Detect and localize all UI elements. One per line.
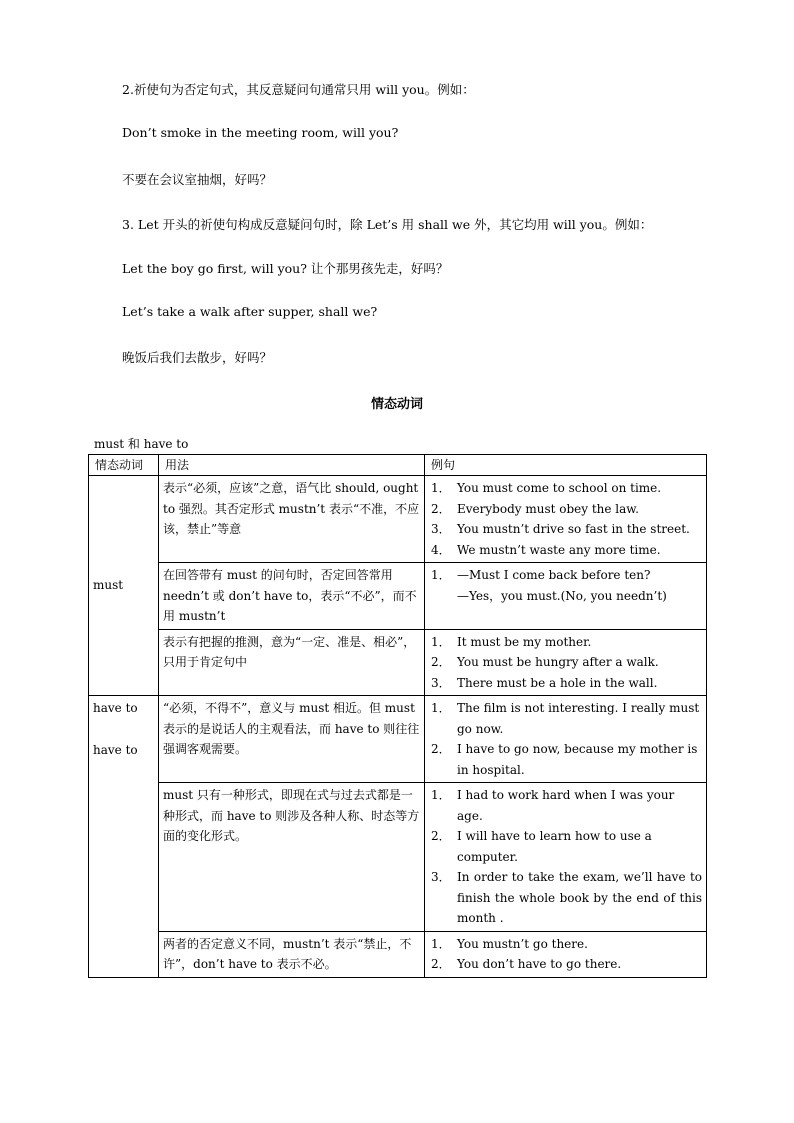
paragraph-4: 3. Let 开头的祈使句构成反意疑问句时，除 Let’s 用 shall we 外，其它均用 will you。例如： bbox=[122, 217, 653, 232]
example-item: 3． You mustn’t drive so fast in the street. bbox=[431, 522, 690, 536]
usage-cell: “必须，不得不”，意义与 must 相近。但 must 表示的是说话人的主观看法，而 have to 则往往强调客观需要。 bbox=[159, 696, 425, 783]
examples-cell bbox=[425, 931, 707, 977]
usage-cell: 表示有把握的推测，意为“一定、准是、相必”，只用于肯定句中 bbox=[159, 629, 425, 696]
example-item: 1． You must come to school on time. bbox=[431, 481, 662, 495]
example-item: 1． The film is not interesting. I really must go now. bbox=[431, 701, 700, 736]
table-row bbox=[89, 783, 707, 932]
section-title: 情态动词 bbox=[370, 397, 423, 412]
examples-cell bbox=[425, 629, 707, 696]
example-item: 2． I have to go now, because my mother is in hospital. bbox=[431, 742, 698, 777]
table-row bbox=[89, 696, 707, 783]
usage-cell: 表示“必须，应该”之意，语气比 should, ought to 强烈。其否定形式 mustn’t 表示“不准，不应该，禁止”等意 bbox=[159, 476, 425, 563]
have-to-label: have to bbox=[93, 743, 138, 757]
table-row bbox=[89, 476, 707, 563]
modal-verbs-table bbox=[88, 454, 707, 978]
paragraph-7: 晚饭后我们去散步，好吗？ bbox=[122, 350, 273, 365]
example-item: 1． I had to work hard when I was your age. bbox=[431, 788, 675, 823]
example-item: 1． —Must I come back before ten? bbox=[431, 568, 651, 582]
example-item: 2． You don’t have to go there. bbox=[431, 957, 622, 971]
example-item: 2． Everybody must obey the law. bbox=[431, 501, 639, 516]
header-examples: 例句 bbox=[425, 455, 707, 476]
paragraph-6: Let’s take a walk after supper, shall we? bbox=[122, 304, 378, 319]
example-item: 3． In order to take the exam, we’ll have to finish the whole book by the end of this month . bbox=[431, 870, 702, 925]
header-modal-verb: 情态动词 bbox=[89, 455, 159, 476]
have-to-label: have to bbox=[93, 701, 138, 715]
example-item: 3． There must be a hole in the wall. bbox=[431, 675, 658, 690]
table-row bbox=[89, 629, 707, 696]
example-item: 2． I will have to learn how to use a computer. bbox=[431, 829, 652, 864]
examples-cell bbox=[425, 563, 707, 630]
table-caption: must 和 have to bbox=[94, 437, 189, 451]
paragraph-5: Let the boy go first, will you? 让个那男孩先走，好吗？ bbox=[122, 261, 449, 276]
example-item: 2． You must be hungry after a walk. bbox=[431, 655, 659, 669]
table-row bbox=[89, 563, 707, 630]
must-label: must bbox=[93, 578, 124, 593]
have-to-cell bbox=[89, 696, 159, 978]
example-item: 1． You mustn’t go there. bbox=[431, 936, 588, 951]
must-cell bbox=[89, 476, 159, 696]
usage-cell: 在回答带有 must 的问句时，否定回答常用 needn’t 或 don’t have to，表示“不必”，而不用 mustn’t bbox=[159, 563, 425, 630]
examples-cell bbox=[425, 476, 707, 563]
example-item: 1． It must be my mother. bbox=[431, 634, 592, 649]
examples-cell bbox=[425, 783, 707, 932]
table-row bbox=[89, 931, 707, 977]
paragraph-2: Don’t smoke in the meeting room, will you? bbox=[122, 125, 399, 140]
paragraph-3: 不要在会议室抽烟，好吗？ bbox=[122, 172, 273, 187]
example-item: 4． We mustn’t waste any more time. bbox=[431, 542, 661, 557]
usage-cell: must 只有一种形式，即现在式与过去式都是一种形式，而 have to 则涉及各种人称、时态等方面的变化形式。 bbox=[159, 783, 425, 932]
header-usage: 用法 bbox=[159, 455, 425, 476]
example-item: —Yes，you must.(No, you needn’t) bbox=[457, 588, 667, 603]
examples-cell bbox=[425, 696, 707, 783]
paragraph-1: 2.祈使句为否定句式，其反意疑问句通常只用 will you。例如： bbox=[122, 82, 475, 97]
table-header-row bbox=[89, 455, 707, 476]
usage-cell: 两者的否定意义不同，mustn’t 表示“禁止，不许”，don’t have to 表示不必。 bbox=[159, 931, 425, 977]
